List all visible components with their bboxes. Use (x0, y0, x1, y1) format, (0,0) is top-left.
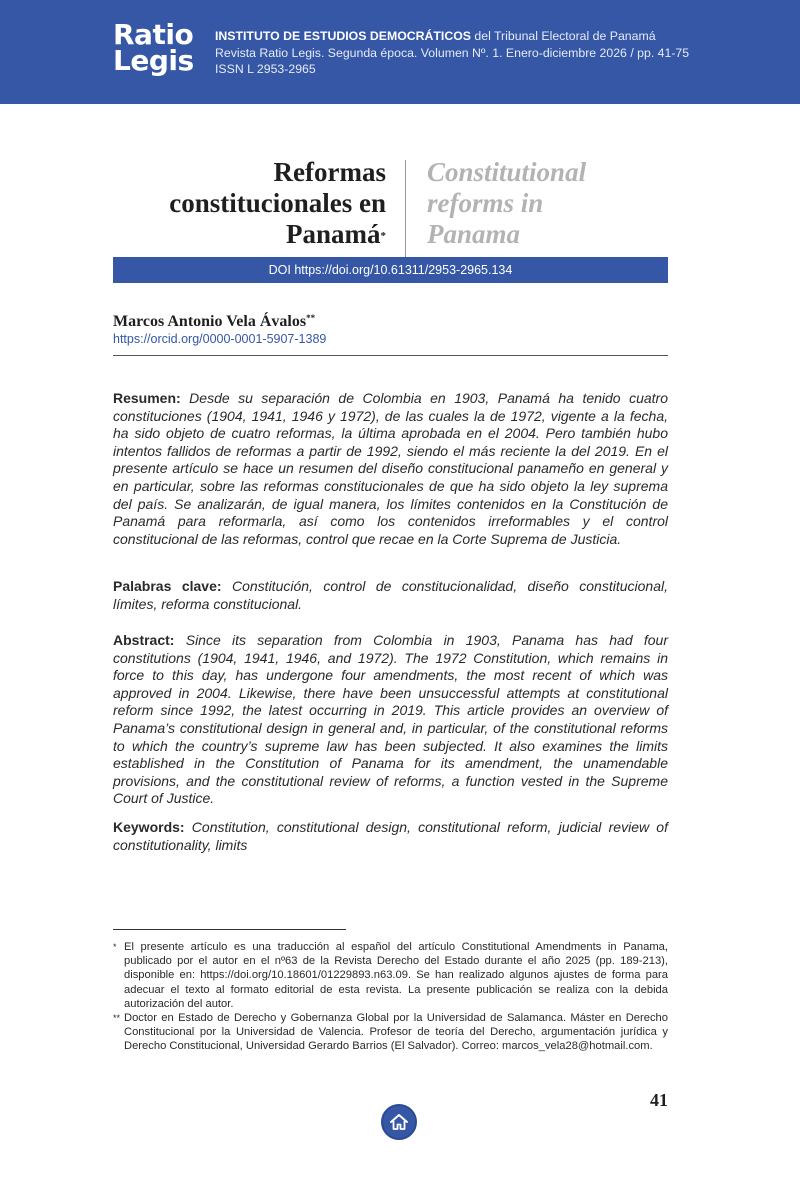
keywords-text: Constitution, constitutional design, constitutional reform, judicial review of constitutionality, limits (113, 819, 668, 853)
author-divider (113, 355, 668, 356)
footnote-1 (113, 940, 668, 1011)
institute-line (215, 28, 689, 45)
palabras-clave-paragraph (113, 578, 668, 613)
resumen-text: Desde su separación de Colombia en 1903, Panamá ha tenido cuatro constituciones (1904, 1941, 1946 y 1972), de las cuales la de 1972, vigente a la fecha, ha sido objeto de cuatro reformas, la última aprobada en el 2004. Pero también hubo intentos fallidos de reformas a partir de 1992, siendo el más reciente la del 2019. En el presente artículo se hace un resumen del diseño constitucional panameño en general y en particular, sobre las reformas constitucionales de que ha sido objeto la ley suprema del país. Se analizarán, de igual manera, los límites contenidos en la Constitución de Panamá para reformarla, así como los contenidos irreformables y el control constitucional de las reformas, control que recae en la Corte Suprema de Justicia. (113, 390, 668, 547)
keywords-paragraph (113, 819, 668, 854)
orcid-link[interactable]: https://orcid.org/0000-0001-5907-1389 (113, 332, 327, 346)
journal-line: Revista Ratio Legis. Segunda época. Volumen Nº. 1. Enero-diciembre 2026 / pp. 41-75 (215, 45, 690, 60)
abstract-paragraph (113, 632, 668, 808)
abstract-label: Abstract: (113, 632, 175, 648)
journal-logo (113, 18, 194, 77)
doi-link[interactable]: DOI https://doi.org/10.61311/2953-2965.134 (113, 257, 668, 283)
author-name-text: Marcos Antonio Vela Ávalos (113, 313, 307, 330)
title-en-line-1: Constitutional (427, 157, 587, 187)
keywords-label: Keywords: (113, 819, 185, 835)
title-es-line-2: constitucionales en (169, 188, 386, 218)
abstract-text: Since its separation from Colombia in 1903, Panama has had four constitutions (1904, 1941, 1946, and 1972). The 1972 Constitution, which remains in force to this day, has undergone four amendments, the most recent of which was approved in 2004. Likewise, there have been unsuccessful attempts at constitutional reform since 1992, the latest occurring in 2019. This article provides an overview of Panama’s constitutional design in general and, in particular, of the constitutional reforms to which the country’s supreme law has been subjected. It also examines the limits established in the Constitution of Panama for its amendment, the unamendable provisions, and the constitutional review of reforms, a function vested in the Supreme Court of Justice. (113, 632, 668, 807)
title-english (427, 157, 687, 250)
author-name (113, 313, 315, 331)
page-number: 41 (650, 1090, 668, 1110)
issn: ISSN L 2953-2965 (215, 62, 316, 76)
logo-line-2: Legis (113, 44, 194, 77)
title-spanish (86, 157, 386, 250)
home-icon (389, 1112, 409, 1132)
logo-line-1: Ratio (113, 18, 194, 51)
footnote-2-text: Doctor en Estado de Derecho y Gobernanza Global por la Universidad de Salamanca. Máster en Derecho Constitucional por la Universidad de Valencia. Profesor de teoría del Derecho, argumentación jurídica y Derecho Constitucional, Universidad Gerardo Barrios (El Salvador). Correo: marcos_vela28@hotmail.com. (124, 1012, 668, 1053)
institute-name: INSTITUTO DE ESTUDIOS DEMOCRÁTICOS (215, 29, 471, 43)
palabras-clave-text: Constitución, control de constitucionalidad, diseño constitucional, límites, reforma constitucional. (113, 578, 668, 612)
title-en-line-3: Panama (427, 219, 521, 249)
palabras-clave-label: Palabras clave: (113, 578, 222, 594)
institute-rest: del Tribunal Electoral de Panamá (470, 29, 656, 43)
footnote-2-mark: ** (113, 1013, 121, 1023)
title-footnote-mark: * (380, 230, 386, 242)
title-es-line-1: Reformas (273, 157, 386, 187)
title-divider (405, 160, 406, 258)
title-en-line-2: reforms in (427, 188, 544, 218)
footnote-2 (113, 1011, 668, 1054)
journal-header (0, 0, 800, 104)
footnote-1-mark: * (113, 942, 117, 952)
resumen-label: Resumen: (113, 390, 181, 406)
journal-info (215, 28, 689, 78)
author-footnote-mark: ** (306, 313, 316, 323)
title-es-line-3 (86, 219, 386, 250)
footnote-divider (113, 929, 346, 930)
home-button[interactable] (381, 1104, 417, 1140)
resumen-paragraph (113, 390, 668, 548)
footnote-1-text: El presente artículo es una traducción al español del artículo Constitutional Amendments in Panama, publicado por el autor en el nº63 de la Revista Derecho del Estado durante el año 2025 (pp. 189-213), disponible en: https://doi.org/10.18601/01229893.n63.09. Se han realizado algunos ajustes de forma para adecuar el texto al formato editorial de esta revista. La presente publicación se realiza con la debida autorización del autor. (124, 941, 668, 1010)
title-es-word: Panamá (286, 219, 381, 249)
